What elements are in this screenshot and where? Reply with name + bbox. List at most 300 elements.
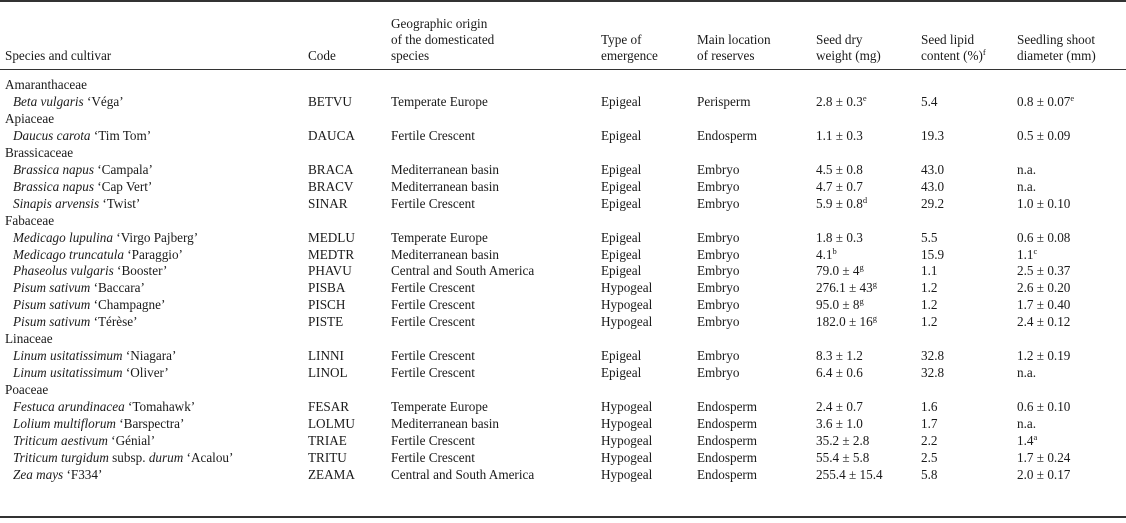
- emergence-cell: [601, 127, 641, 144]
- header-emergence: [601, 6, 658, 64]
- shoot-diameter-cell: [1017, 432, 1037, 449]
- origin-value: Fertile Crescent: [391, 195, 475, 211]
- shoot-diameter-value: 2.5 ± 0.37: [1017, 263, 1071, 279]
- emergence-value: Hypogeal: [601, 280, 653, 296]
- lipid-content-cell: [921, 279, 937, 296]
- origin-cell: [391, 347, 475, 364]
- footnote-marker: a: [1033, 431, 1038, 442]
- shoot-diameter-cell: [1017, 313, 1070, 330]
- seed-weight-cell: [816, 195, 867, 212]
- cultivar-name: ‘F334’: [63, 466, 103, 482]
- code-value: LINOL: [308, 365, 348, 381]
- lipid-content-value: 1.6: [921, 399, 938, 415]
- emergence-cell: [601, 178, 641, 195]
- shoot-diameter-cell: [1017, 127, 1070, 144]
- shoot-diameter-value: 0.6 ± 0.08: [1017, 229, 1071, 245]
- species-cultivar: [13, 127, 151, 144]
- lipid-content-value: 1.2: [921, 280, 938, 296]
- table-row: [0, 93, 1126, 110]
- origin-value: Mediterranean basin: [391, 246, 500, 262]
- table-row: [0, 229, 1126, 246]
- origin-value: Temperate Europe: [391, 399, 488, 415]
- header-line: Seedling shoot: [1017, 32, 1096, 47]
- code-cell: [308, 466, 355, 483]
- species-name: Brassica napus: [13, 178, 94, 194]
- species-name: Sinapis arvensis: [13, 195, 100, 211]
- header-line: Seed dry: [816, 32, 863, 47]
- emergence-value: Epigeal: [601, 93, 642, 109]
- shoot-diameter-cell: [1017, 93, 1074, 110]
- table-row: [0, 178, 1126, 195]
- species-cultivar: [13, 364, 169, 381]
- table-row: [0, 296, 1126, 313]
- seed-weight-value: 276.1 ± 43: [816, 280, 873, 296]
- header-line: Type of: [601, 32, 642, 47]
- footnote-marker: f: [982, 47, 986, 57]
- seed-weight-cell: [816, 313, 877, 330]
- seed-weight-value: 1.1 ± 0.3: [816, 127, 863, 143]
- shoot-diameter-value: 1.1: [1017, 246, 1034, 262]
- species-name: Medicago lupulina: [13, 229, 113, 245]
- footnote-marker: e: [862, 92, 867, 103]
- header-line-text: content (%): [921, 48, 983, 63]
- family-row: [0, 76, 1126, 93]
- reserves-value: Embryo: [697, 178, 740, 194]
- lipid-content-cell: [921, 161, 944, 178]
- lipid-content-cell: [921, 229, 937, 246]
- seed-weight-value: 35.2 ± 2.8: [816, 432, 870, 448]
- bottom-rule: [0, 516, 1126, 518]
- header-line: species: [391, 48, 430, 63]
- emergence-cell: [601, 347, 641, 364]
- emergence-cell: [601, 449, 652, 466]
- origin-value: Fertile Crescent: [391, 127, 475, 143]
- shoot-diameter-cell: [1017, 415, 1036, 432]
- lipid-content-value: 2.5: [921, 449, 938, 465]
- cultivar-name: ‘Tim Tom’: [90, 127, 152, 143]
- lipid-content-value: 5.4: [921, 93, 938, 109]
- cultivar-name: ‘Campala’: [93, 161, 153, 177]
- table-row: [0, 364, 1126, 381]
- emergence-value: Epigeal: [601, 365, 642, 381]
- species-cultivar: [13, 296, 165, 313]
- shoot-diameter-value: 0.8 ± 0.07: [1017, 93, 1071, 109]
- seed-weight-value: 8.3 ± 1.2: [816, 348, 863, 364]
- species-name: Beta vulgaris: [13, 93, 84, 109]
- footnote-marker: e: [1070, 92, 1075, 103]
- reserves-cell: [697, 178, 740, 195]
- emergence-value: Epigeal: [601, 263, 642, 279]
- species-name: Phaseolus vulgaris: [13, 263, 114, 279]
- lipid-content-value: 32.8: [921, 348, 945, 364]
- species-cultivar: [13, 415, 184, 432]
- cultivar-name: ‘Oliver’: [122, 365, 169, 381]
- seed-weight-value: 2.4 ± 0.7: [816, 399, 863, 415]
- species-cultivar: [13, 93, 124, 110]
- emergence-value: Hypogeal: [601, 416, 653, 431]
- species-name: Zea mays: [13, 466, 64, 482]
- shoot-diameter-cell: [1017, 296, 1070, 313]
- species-cultivar: [13, 313, 138, 330]
- seed-weight-cell: [816, 161, 863, 178]
- family-name: Poaceae: [5, 382, 49, 398]
- species-name: Pisum sativum: [13, 297, 91, 313]
- shoot-diameter-value: n.a.: [1017, 365, 1037, 381]
- emergence-value: Epigeal: [601, 195, 642, 211]
- header-line-wrap: [921, 48, 986, 64]
- seed-weight-value: 95.0 ± 8: [816, 297, 860, 313]
- code-cell: [308, 364, 348, 381]
- origin-cell: [391, 127, 475, 144]
- shoot-diameter-cell: [1017, 398, 1070, 415]
- table-row: [0, 161, 1126, 178]
- lipid-content-cell: [921, 364, 944, 381]
- cultivar-name: ‘Véga’: [83, 93, 124, 109]
- origin-cell: [391, 246, 499, 263]
- origin-cell: [391, 449, 475, 466]
- footnote-marker: g: [859, 296, 864, 307]
- origin-value: Central and South America: [391, 263, 535, 279]
- emergence-value: Epigeal: [601, 246, 642, 262]
- header-line: Geographic origin: [391, 16, 488, 31]
- origin-cell: [391, 93, 488, 110]
- code-value: MEDTR: [308, 246, 355, 262]
- header-line: of reserves: [697, 48, 755, 63]
- reserves-cell: [697, 93, 750, 110]
- shoot-diameter-cell: [1017, 347, 1070, 364]
- species-name: Linum usitatissimum: [13, 348, 123, 364]
- lipid-content-value: 43.0: [921, 161, 945, 177]
- lipid-content-cell: [921, 262, 937, 279]
- shoot-diameter-value: n.a.: [1017, 178, 1037, 194]
- lipid-content-value: 43.0: [921, 178, 945, 194]
- header-code: [308, 6, 336, 64]
- emergence-cell: [601, 398, 652, 415]
- origin-value: Fertile Crescent: [391, 348, 475, 364]
- shoot-diameter-value: 2.6 ± 0.20: [1017, 280, 1071, 296]
- shoot-diameter-value: 0.5 ± 0.09: [1017, 127, 1071, 143]
- origin-value: Fertile Crescent: [391, 365, 475, 381]
- origin-cell: [391, 313, 475, 330]
- header-line: diameter (mm): [1017, 48, 1096, 63]
- family-row: [0, 330, 1126, 347]
- cultivar-name: ‘Barspectra’: [115, 416, 185, 431]
- emergence-cell: [601, 93, 641, 110]
- emergence-cell: [601, 262, 641, 279]
- table-row: [0, 466, 1126, 483]
- table-row: [0, 432, 1126, 449]
- reserves-value: Endosperm: [697, 449, 758, 465]
- reserves-value: Endosperm: [697, 432, 758, 448]
- emergence-cell: [601, 415, 652, 432]
- shoot-diameter-cell: [1017, 364, 1036, 381]
- origin-cell: [391, 161, 499, 178]
- code-cell: [308, 279, 345, 296]
- seed-weight-value: 6.4 ± 0.6: [816, 365, 863, 381]
- code-cell: [308, 178, 353, 195]
- code-value: PISTE: [308, 314, 344, 330]
- cultivar-name: ‘Champagne’: [90, 297, 166, 313]
- species-qualifier: subsp.: [108, 449, 149, 465]
- emergence-cell: [601, 229, 641, 246]
- table-row: [0, 313, 1126, 330]
- shoot-diameter-cell: [1017, 279, 1070, 296]
- header-shoot-diameter: [1017, 6, 1096, 64]
- species-cultivar: [13, 466, 102, 483]
- species-name: Pisum sativum: [13, 280, 91, 296]
- footnote-marker: g: [872, 313, 877, 324]
- header-line: emergence: [601, 48, 658, 63]
- table-row: [0, 262, 1126, 279]
- reserves-cell: [697, 398, 757, 415]
- code-value: FESAR: [308, 399, 350, 415]
- species-cultivar: [13, 262, 167, 279]
- table-row: [0, 279, 1126, 296]
- seed-weight-cell: [816, 246, 837, 263]
- seed-weight-cell: [816, 296, 864, 313]
- shoot-diameter-cell: [1017, 161, 1036, 178]
- reserves-value: Embryo: [697, 229, 740, 245]
- origin-value: Mediterranean basin: [391, 178, 500, 194]
- table-row: [0, 127, 1126, 144]
- seed-weight-cell: [816, 127, 863, 144]
- code-cell: [308, 347, 344, 364]
- shoot-diameter-value: 0.6 ± 0.10: [1017, 399, 1071, 415]
- footnote-marker: d: [862, 194, 868, 205]
- code-value: DAUCA: [308, 127, 355, 143]
- origin-cell: [391, 262, 534, 279]
- family-row: [0, 144, 1126, 161]
- reserves-cell: [697, 364, 740, 381]
- species-name: Pisum sativum: [13, 314, 91, 330]
- code-value: ZEAMA: [308, 466, 355, 482]
- emergence-cell: [601, 364, 641, 381]
- code-value: PHAVU: [308, 263, 352, 279]
- origin-cell: [391, 296, 475, 313]
- emergence-cell: [601, 246, 641, 263]
- lipid-content-cell: [921, 398, 937, 415]
- code-cell: [308, 195, 348, 212]
- origin-cell: [391, 398, 488, 415]
- reserves-cell: [697, 449, 757, 466]
- emergence-cell: [601, 296, 652, 313]
- lipid-content-value: 5.8: [921, 466, 938, 482]
- shoot-diameter-cell: [1017, 449, 1070, 466]
- origin-cell: [391, 432, 475, 449]
- reserves-cell: [697, 415, 757, 432]
- lipid-content-value: 15.9: [921, 246, 945, 262]
- reserves-cell: [697, 466, 757, 483]
- origin-value: Mediterranean basin: [391, 161, 500, 177]
- lipid-content-cell: [921, 313, 937, 330]
- origin-value: Mediterranean basin: [391, 416, 500, 431]
- emergence-value: Hypogeal: [601, 466, 653, 482]
- shoot-diameter-value: n.a.: [1017, 416, 1037, 431]
- origin-cell: [391, 415, 499, 432]
- lipid-content-value: 5.5: [921, 229, 938, 245]
- seed-weight-value: 79.0 ± 4: [816, 263, 860, 279]
- species-cultivar: [13, 449, 233, 466]
- header-line: Code: [308, 48, 336, 63]
- lipid-content-cell: [921, 347, 944, 364]
- seed-weight-value: 182.0 ± 16: [816, 314, 873, 330]
- lipid-content-cell: [921, 93, 937, 110]
- lipid-content-value: 29.2: [921, 195, 945, 211]
- seed-weight-value: 5.9 ± 0.8: [816, 195, 863, 211]
- species-cultivar: [13, 161, 153, 178]
- seed-weight-cell: [816, 449, 869, 466]
- seed-weight-cell: [816, 262, 864, 279]
- origin-cell: [391, 178, 499, 195]
- emergence-cell: [601, 279, 652, 296]
- lipid-content-cell: [921, 415, 937, 432]
- seed-weight-cell: [816, 466, 883, 483]
- seed-weight-value: 2.8 ± 0.3: [816, 93, 863, 109]
- seed-weight-cell: [816, 364, 863, 381]
- shoot-diameter-cell: [1017, 262, 1070, 279]
- subspecies-name: durum: [148, 449, 184, 465]
- header-lipid-content: [921, 6, 986, 64]
- origin-value: Fertile Crescent: [391, 314, 475, 330]
- code-cell: [308, 432, 347, 449]
- emergence-value: Hypogeal: [601, 449, 653, 465]
- cultivar-name: ‘Cap Vert’: [93, 178, 153, 194]
- code-cell: [308, 246, 354, 263]
- family-name: Fabaceae: [5, 212, 55, 228]
- emergence-value: Epigeal: [601, 348, 642, 364]
- origin-value: Fertile Crescent: [391, 280, 475, 296]
- header-reserves: [697, 6, 771, 64]
- seed-weight-cell: [816, 279, 877, 296]
- emergence-value: Epigeal: [601, 178, 642, 194]
- reserves-value: Endosperm: [697, 466, 758, 482]
- lipid-content-cell: [921, 432, 937, 449]
- cultivar-name: ‘Tomahawk’: [124, 399, 196, 415]
- origin-value: Fertile Crescent: [391, 432, 475, 448]
- cultivar-name: ‘Génial’: [107, 432, 156, 448]
- family-name: Brassicaceae: [5, 144, 74, 160]
- family-name: Apiaceae: [5, 110, 55, 126]
- header-line: Seed lipid: [921, 32, 975, 47]
- family-row: [0, 212, 1126, 229]
- cultivar-name: ‘Paraggio’: [123, 246, 183, 262]
- reserves-cell: [697, 127, 757, 144]
- family-name: Amaranthaceae: [5, 77, 87, 92]
- species-cultivar: [13, 229, 198, 246]
- header-line: Species and cultivar: [5, 48, 112, 63]
- reserves-cell: [697, 347, 740, 364]
- emergence-value: Epigeal: [601, 229, 642, 245]
- shoot-diameter-value: 1.7 ± 0.40: [1017, 297, 1071, 313]
- emergence-value: Hypogeal: [601, 432, 653, 448]
- species-cultivar: [13, 398, 195, 415]
- header-rule: [0, 69, 1126, 70]
- shoot-diameter-cell: [1017, 195, 1070, 212]
- shoot-diameter-value: 1.4: [1017, 432, 1034, 448]
- origin-cell: [391, 195, 475, 212]
- code-cell: [308, 398, 349, 415]
- top-rule: [0, 0, 1126, 2]
- family-row: [0, 381, 1126, 398]
- code-value: BETVU: [308, 93, 352, 109]
- seed-weight-value: 4.5 ± 0.8: [816, 161, 863, 177]
- shoot-diameter-cell: [1017, 178, 1036, 195]
- shoot-diameter-value: 1.2 ± 0.19: [1017, 348, 1071, 364]
- species-cultivar: [13, 246, 183, 263]
- reserves-cell: [697, 432, 757, 449]
- emergence-cell: [601, 432, 652, 449]
- family-name: Linaceae: [5, 331, 53, 347]
- lipid-content-value: 19.3: [921, 127, 945, 143]
- species-name: Lolium multiflorum: [13, 416, 116, 431]
- origin-value: Fertile Crescent: [391, 449, 475, 465]
- seed-weight-value: 3.6 ± 1.0: [816, 416, 863, 431]
- code-cell: [308, 229, 355, 246]
- reserves-value: Embryo: [697, 297, 740, 313]
- shoot-diameter-value: 2.0 ± 0.17: [1017, 466, 1071, 482]
- species-name: Brassica napus: [13, 161, 94, 177]
- code-cell: [308, 415, 355, 432]
- reserves-value: Perisperm: [697, 93, 751, 109]
- code-value: SINAR: [308, 195, 348, 211]
- seed-weight-cell: [816, 178, 863, 195]
- code-value: TRITU: [308, 449, 347, 465]
- code-cell: [308, 296, 345, 313]
- species-cultivar: [13, 347, 176, 364]
- code-cell: [308, 93, 352, 110]
- table-row: [0, 449, 1126, 466]
- footnote-marker: g: [872, 279, 877, 290]
- reserves-value: Embryo: [697, 161, 740, 177]
- lipid-content-value: 1.2: [921, 314, 938, 330]
- seed-weight-cell: [816, 432, 869, 449]
- reserves-value: Embryo: [697, 314, 740, 330]
- seed-weight-cell: [816, 229, 863, 246]
- species-name: Linum usitatissimum: [13, 365, 123, 381]
- lipid-content-value: 2.2: [921, 432, 938, 448]
- origin-value: Central and South America: [391, 466, 535, 482]
- shoot-diameter-value: n.a.: [1017, 161, 1037, 177]
- footnote-marker: b: [832, 245, 837, 256]
- family-row: [0, 110, 1126, 127]
- species-cultivar: [13, 432, 155, 449]
- cultivar-name: ‘Niagara’: [122, 348, 177, 364]
- shoot-diameter-value: 1.7 ± 0.24: [1017, 449, 1071, 465]
- reserves-value: Embryo: [697, 263, 740, 279]
- seed-weight-value: 4.1: [816, 246, 833, 262]
- reserves-cell: [697, 229, 740, 246]
- header-line: of the domesticated: [391, 32, 495, 47]
- emergence-cell: [601, 195, 641, 212]
- lipid-content-cell: [921, 127, 944, 144]
- emergence-value: Hypogeal: [601, 297, 653, 313]
- species-cultivar: [13, 195, 140, 212]
- seed-weight-value: 1.8 ± 0.3: [816, 229, 863, 245]
- origin-value: Fertile Crescent: [391, 297, 475, 313]
- cultivar-name: ‘Virgo Pajberg’: [113, 229, 199, 245]
- origin-value: Temperate Europe: [391, 93, 488, 109]
- seed-weight-value: 255.4 ± 15.4: [816, 466, 883, 482]
- header-origin: [391, 6, 494, 64]
- reserves-cell: [697, 195, 740, 212]
- reserves-cell: [697, 296, 740, 313]
- origin-cell: [391, 279, 475, 296]
- lipid-content-cell: [921, 296, 937, 313]
- header-species: [5, 6, 111, 64]
- code-value: PISBA: [308, 280, 346, 296]
- species-cultivar: [13, 279, 145, 296]
- seed-weight-value: 55.4 ± 5.8: [816, 449, 870, 465]
